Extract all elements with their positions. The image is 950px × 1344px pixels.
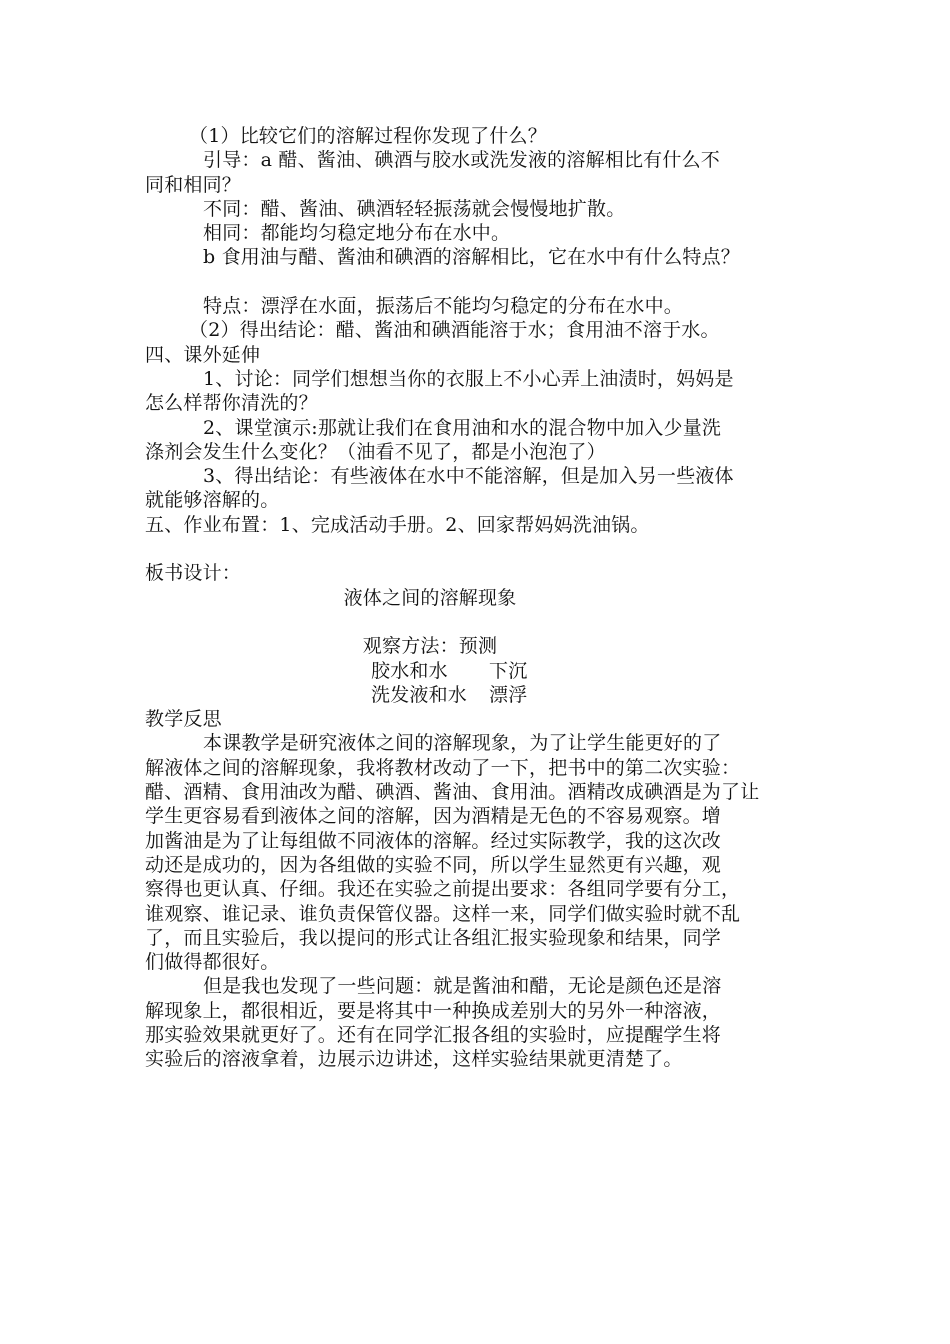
spacer — [145, 270, 825, 294]
board-row-1-result: 下沉 — [489, 659, 528, 682]
item-1-line-1: 1、讨论：同学们想想当你的衣服上不小心弄上油渍时，妈妈是 — [203, 367, 734, 390]
reflection-heading: 教学反思 — [145, 708, 222, 731]
board-row-2-liquid: 洗发液和水 — [371, 683, 468, 706]
reflection-p1-line: 学生更容易看到液体之间的溶解，因为酒精是无色的不容易观察。增 — [145, 805, 722, 828]
item-3-line-2: 就能够溶解的。 — [145, 489, 280, 512]
reflection-p2-line: 但是我也发现了一些问题：就是酱油和醋，无论是颜色还是溶 — [203, 975, 722, 998]
reflection-p1-line: 们做得都很好。 — [145, 951, 280, 974]
board-row-2-result: 漂浮 — [489, 683, 528, 706]
board-row-1 — [145, 659, 715, 683]
document-content — [145, 124, 825, 1072]
board-row-2 — [145, 683, 715, 707]
similarity-line: 相同：都能均匀稳定地分布在水中。 — [203, 222, 511, 245]
section-4-heading: 四、课外延伸 — [145, 343, 261, 366]
reflection-p1-line: 解液体之间的溶解现象，我将教材改动了一下，把书中的第二次实验： — [145, 756, 741, 779]
homework-line: 五、作业布置：1、完成活动手册。2、回家帮妈妈洗油锅。 — [145, 513, 650, 536]
reflection-p2-line: 那实验效果就更好了。还有在同学汇报各组的实验时，应提醒学生将 — [145, 1023, 722, 1046]
reflection-p1-line: 察得也更认真、仔细。我还在实验之前提出要求：各组同学要有分工， — [145, 878, 741, 901]
item-2-line-2: 涤剂会发生什么变化？（油看不见了，都是小泡泡了） — [145, 440, 606, 463]
reflection-p1-line: 加酱油是为了让每组做不同液体的溶解。经过实际教学，我的这次改 — [145, 829, 722, 852]
reflection-p1-line: 动还是成功的，因为各组做的实验不同，所以学生显然更有兴趣，观 — [145, 853, 722, 876]
conclusion-line: （2）得出结论：醋、酱油和碘酒能溶于水；食用油不溶于水。 — [189, 319, 720, 342]
item-3-line-1: 3、得出结论：有些液体在水中不能溶解，但是加入另一些液体 — [203, 465, 734, 488]
guide-line-2: 同和相同？ — [145, 173, 242, 196]
question-b: b 食用油与醋、酱油和碘酒的溶解相比，它在水中有什么特点？ — [203, 246, 741, 269]
reflection-p1-line: 谁观察、谁记录、谁负责保管仪器。这样一来，同学们做实验时就不乱 — [145, 902, 741, 925]
feature-line: 特点：漂浮在水面，振荡后不能均匀稳定的分布在水中。 — [203, 295, 684, 318]
item-2-line-1: 2、课堂演示:那就让我们在食用油和水的混合物中加入少量洗 — [203, 416, 722, 439]
board-method: 观察方法：预测 — [362, 635, 498, 658]
board-title: 液体之间的溶解现象 — [343, 586, 517, 609]
reflection-p2-line: 实验后的溶液拿着，边展示边讲述，这样实验结果就更清楚了。 — [145, 1048, 683, 1071]
spacer — [145, 610, 825, 634]
reflection-p1-line: 了，而且实验后，我以提问的形式让各组汇报实验现象和结果，同学 — [145, 926, 722, 949]
spacer — [145, 537, 825, 561]
reflection-p2-line: 解现象上，都很相近，要是将其中一种换成差别大的另外一种溶液， — [145, 999, 722, 1022]
reflection-p1-line: 本课教学是研究液体之间的溶解现象，为了让学生能更好的了 — [203, 732, 722, 755]
question-1: （1）比较它们的溶解过程你发现了什么？ — [189, 125, 547, 147]
reflection-p1-line: 醋、酒精、食用油改为醋、碘酒、酱油、食用油。酒精改成碘酒是为了让 — [145, 781, 760, 804]
board-design-heading: 板书设计： — [145, 562, 242, 585]
board-row-1-liquid: 胶水和水 — [371, 659, 448, 682]
difference-line: 不同：醋、酱油、碘酒轻轻振荡就会慢慢地扩散。 — [203, 197, 626, 220]
guide-line-1: 引导：a 醋、酱油、碘酒与胶水或洗发液的溶解相比有什么不 — [203, 149, 720, 172]
item-1-line-2: 怎么样帮你清洗的？ — [145, 392, 318, 415]
